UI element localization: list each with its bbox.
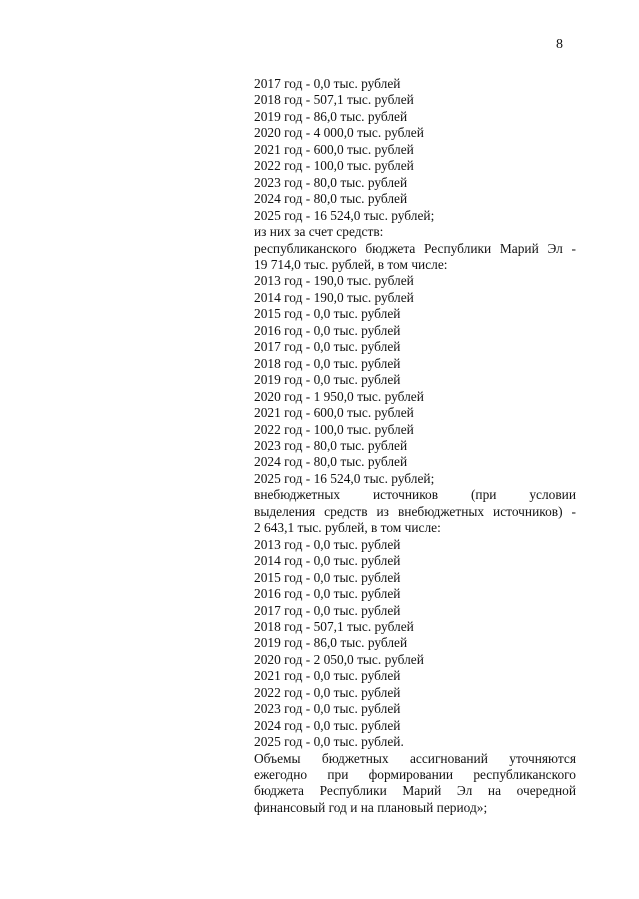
text-line: 2024 год - 0,0 тыс. рублей [254, 717, 401, 733]
funding-years-block-extrabudget [254, 520, 576, 750]
text-line: 2 643,1 тыс. рублей, в том числе: [254, 520, 441, 536]
closing-paragraph: Объемы бюджетных ассигнований уточняются ежегодно при формировании республиканского бюджета Республики Марий Эл на очередной финансовый год и на плановый период»; [254, 750, 576, 815]
text-line: 2025 год - 16 524,0 тыс. рублей; [254, 207, 435, 223]
text-line: 2023 год - 0,0 тыс. рублей [254, 701, 401, 717]
text-line: 2019 год - 86,0 тыс. рублей [254, 108, 408, 124]
text-line: 2025 год - 0,0 тыс. рублей. [254, 734, 404, 750]
text-line: 2019 год - 0,0 тыс. рублей [254, 372, 401, 388]
text-line: 2014 год - 0,0 тыс. рублей [254, 553, 401, 569]
text-line: 2016 год - 0,0 тыс. рублей [254, 586, 401, 602]
extrabudget-line-2: выделения средств из внебюджетных источников) - [254, 503, 576, 519]
text-line: 2014 год - 190,0 тыс. рублей [254, 289, 414, 305]
text-line: 2017 год - 0,0 тыс. рублей [254, 76, 401, 91]
text-line: 2023 год - 80,0 тыс. рублей [254, 437, 408, 453]
text-line: 2021 год - 0,0 тыс. рублей [254, 668, 401, 684]
text-line: 2023 год - 80,0 тыс. рублей [254, 174, 408, 190]
text-line: 2018 год - 0,0 тыс. рублей [254, 355, 401, 371]
text-line: 2021 год - 600,0 тыс. рублей [254, 405, 414, 421]
text-line: 2017 год - 0,0 тыс. рублей [254, 602, 401, 618]
text-line: 2021 год - 600,0 тыс. рублей [254, 141, 414, 157]
text-line: 2022 год - 0,0 тыс. рублей [254, 684, 401, 700]
text-line: 2020 год - 2 050,0 тыс. рублей [254, 651, 424, 667]
text-line: 2013 год - 190,0 тыс. рублей [254, 273, 414, 289]
text-line: 2024 год - 80,0 тыс. рублей [254, 454, 408, 470]
text-line: 2020 год - 4 000,0 тыс. рублей [254, 125, 424, 141]
text-line: из них за счет средств: [254, 224, 384, 240]
text-line: 2018 год - 507,1 тыс. рублей [254, 618, 414, 634]
text-line: 2015 год - 0,0 тыс. рублей [254, 306, 401, 322]
funding-years-block-total [254, 76, 576, 241]
document-text [254, 76, 576, 816]
text-line: 2022 год - 100,0 тыс. рублей [254, 158, 414, 174]
funding-years-block-republic [254, 257, 576, 487]
text-line: 19 714,0 тыс. рублей, в том числе: [254, 256, 448, 272]
extrabudget-line-1: внебюджетных источников (при условии [254, 487, 576, 503]
text-line: 2013 год - 0,0 тыс. рублей [254, 536, 401, 552]
text-line: 2020 год - 1 950,0 тыс. рублей [254, 388, 424, 404]
text-line: 2016 год - 0,0 тыс. рублей [254, 322, 401, 338]
text-line: 2018 год - 507,1 тыс. рублей [254, 92, 414, 108]
page-number: 8 [556, 37, 563, 52]
text-line: 2019 год - 86,0 тыс. рублей [254, 635, 408, 651]
text-line: 2015 год - 0,0 тыс. рублей [254, 569, 401, 585]
text-line: 2025 год - 16 524,0 тыс. рублей; [254, 470, 435, 486]
text-line: 2024 год - 80,0 тыс. рублей [254, 191, 408, 207]
republic-budget-line: республиканского бюджета Республики Марий Эл - [254, 240, 576, 256]
text-line: 2017 год - 0,0 тыс. рублей [254, 339, 401, 355]
text-line: 2022 год - 100,0 тыс. рублей [254, 421, 414, 437]
